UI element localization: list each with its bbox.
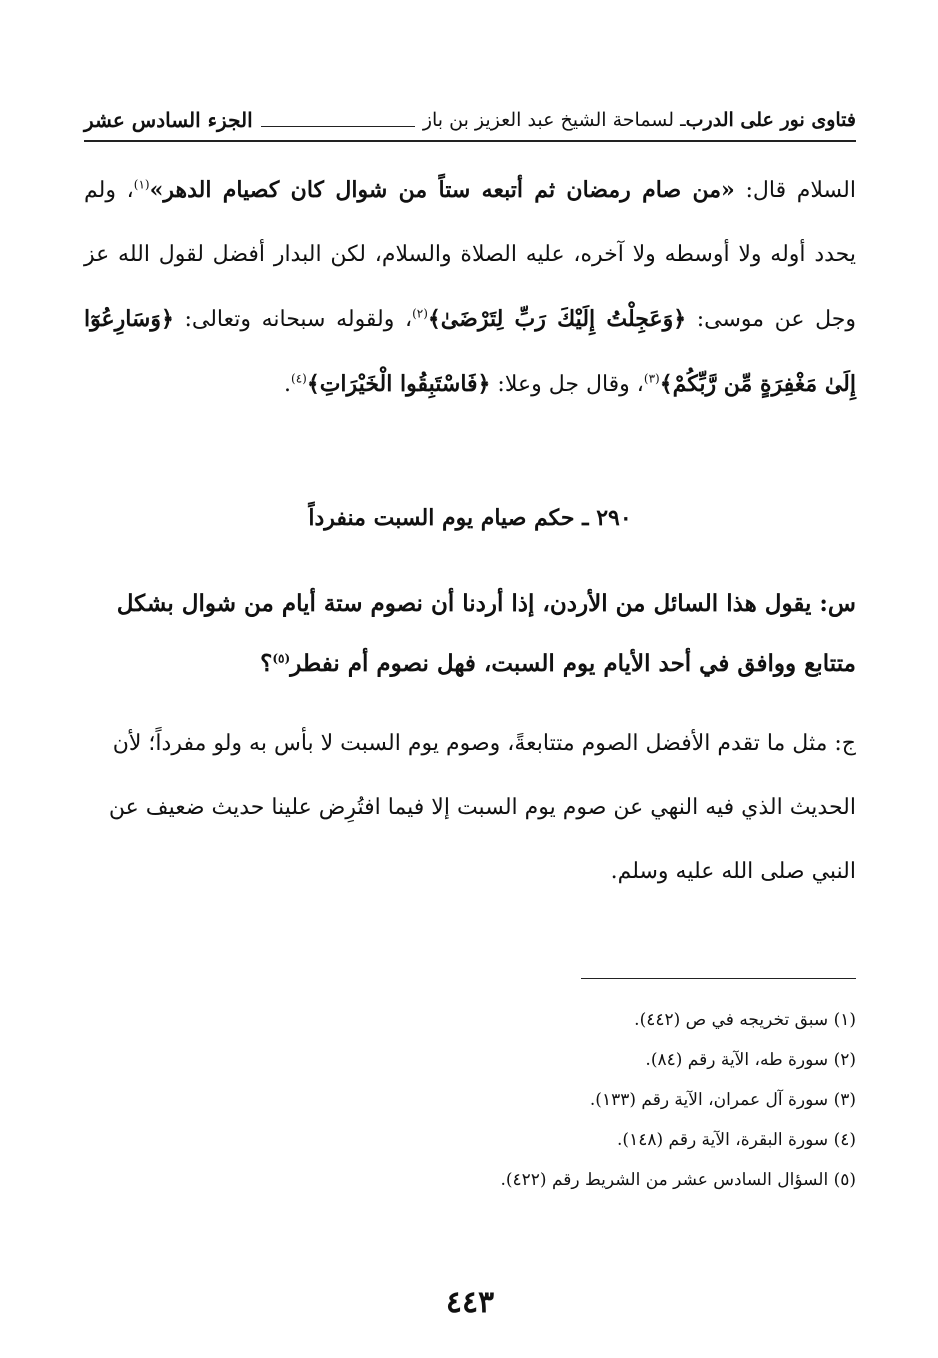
intro-text-1: السلام قال: [734,178,856,203]
footnote-ref-1: (١) [133,177,150,192]
footnote-4: (٤) سورة البقرة، الآية رقم (١٤٨). [617,1130,856,1150]
intro-text-4: ، وقال جل وعلا: [490,372,644,397]
header-rule [261,114,415,127]
running-header [84,100,856,142]
book-page [84,0,856,1358]
footnote-ref-3: (٣) [643,371,660,386]
footnote-ref-4: (٤) [291,371,307,386]
page-number: ٤٤٣ [445,1285,495,1320]
section-title: ٢٩٠ ـ حكم صيام يوم السبت منفرداً [308,505,632,531]
footnote-2: (٢) سورة طه، الآية رقم (٨٤). [645,1050,856,1070]
footnote-ref-5: (٥) [272,651,291,666]
footnote-1: (١) سبق تخريجه في ص (٤٤٢). [634,1010,856,1030]
intro-paragraph [84,158,856,417]
quran-verse-1: ﴿وَعَجِلْتُ إِلَيْكَ رَبِّ لِتَرْضَىٰ﴾ [427,306,687,332]
intro-text-3: ، ولقوله سبحانه وتعالى: [173,307,413,332]
header-book-title: فتاوى نور على الدرب [685,109,856,131]
footnotes-list [84,1000,856,1200]
answer-paragraph: ج: مثل ما تقدم الأفضل الصوم متتابعةً، وصوم يوم السبت لا بأس به ولو مفرداً؛ لأن الحديث الذي فيه النهي عن صوم يوم السبت إلا فيما افتُرِض علينا حديث ضعيف عن النبي صلى الله عليه وسلم. [108,731,856,884]
question-paragraph [84,574,856,694]
hadith-quote: «من صام رمضان ثم أتبعه ستاً من شوال كان كصيام الدهر» [149,177,735,203]
quran-verse-2: ﴿وَسَارِعُوٓا إِلَىٰ مَغْفِرَةٍ مِّن رَّبِّكُمْ﴾ [84,306,856,397]
intro-text-2: ، ولم يحدد أوله ولا أوسطه ولا آخره، عليه الصلاة والسلام، لكن البدار أفضل لقول الله عز وجل عن موسى: [84,178,856,332]
footnote-separator [581,978,856,979]
quran-verse-3: ﴿فَاسْتَبِقُوا الْخَيْرَاتِ﴾ [306,371,491,397]
header-volume: الجزء السادس عشر [84,108,253,132]
footnote-3: (٣) سورة آل عمران، الآية رقم (١٣٣). [589,1090,856,1110]
footnote-5: (٥) السؤال السادس عشر من الشريط رقم (٤٢٢). [500,1170,856,1190]
question-end: ؟ [260,650,273,677]
intro-end: . [284,372,291,397]
footnote-ref-2: (٢) [412,306,428,321]
question-text: س: يقول هذا السائل من الأردن، إذا أردنا أن نصوم ستة أيام من شوال بشكل متتابع ووافق في أحد الأيام يوم السبت، فهل نصوم أم نفطر [116,590,856,677]
header-author: ـ لسماحة الشيخ عبد العزيز بن باز [422,109,686,131]
